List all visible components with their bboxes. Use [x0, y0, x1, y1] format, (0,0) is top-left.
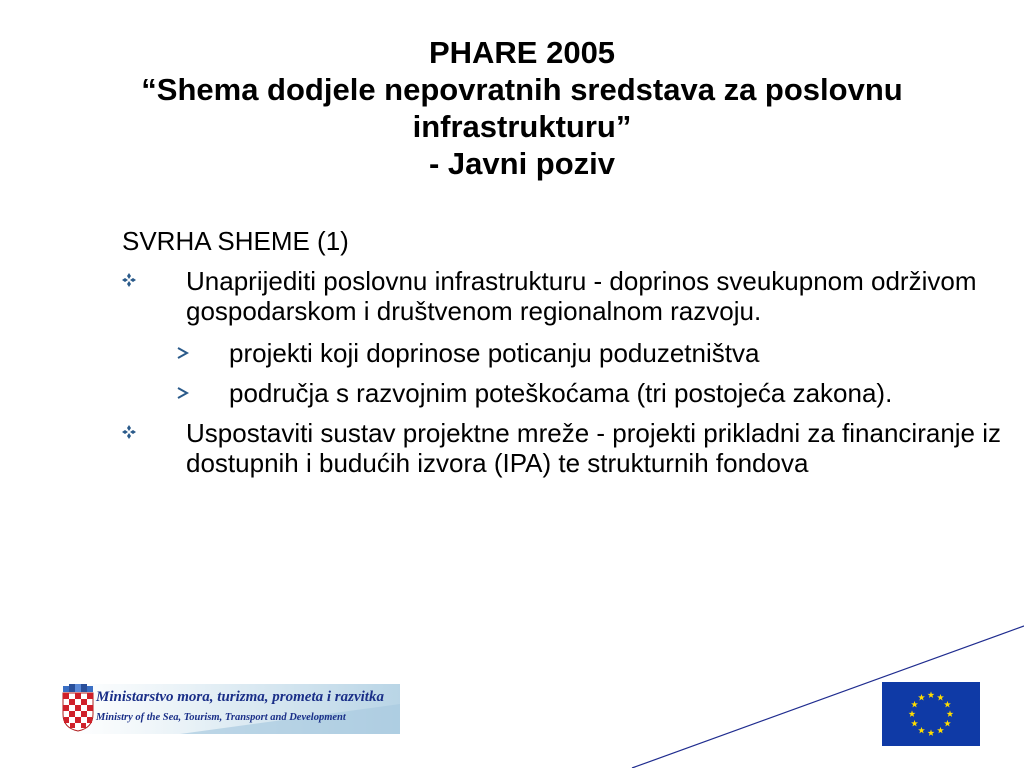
slide-title: [20, 34, 1024, 182]
ministry-name-croatian: Ministarstvo mora, turizma, prometa i razvitka: [96, 689, 384, 705]
diamond-bullet-icon: [122, 425, 136, 439]
croatian-coat-of-arms-icon: [60, 684, 96, 732]
title-line-1: PHARE 2005: [428, 35, 616, 70]
bullet-item-2-text: Uspostaviti sustav projektne mreže - projekti prikladni za financiranje iz dostupnih i budućih izvora (IPA) te strukturnih fondova: [186, 418, 1002, 478]
slide-content: [122, 226, 1002, 490]
title-line-4: - Javni poziv: [428, 146, 616, 181]
title-line-2: “Shema dodjele nepovratnih sredstava za poslovnu: [141, 72, 903, 107]
bullet-item-1: [122, 266, 1002, 326]
arrow-bullet-icon: [177, 347, 189, 359]
section-heading: SVRHA SHEME (1): [122, 226, 349, 256]
sub-bullet-item-1-text: projekti koji doprinose poticanju poduzetništva: [229, 338, 760, 368]
title-line-3: infrastrukturu”: [412, 109, 632, 144]
ministry-name-english: Ministry of the Sea, Tourism, Transport and Development: [96, 712, 346, 723]
eu-flag-icon: [882, 682, 980, 746]
ministry-logo: [60, 684, 400, 734]
bullet-item-1-text: Unaprijediti poslovnu infrastrukturu - doprinos sveukupnom održivom gospodarskom i društvenom regionalnom razvoju.: [186, 266, 977, 326]
diamond-bullet-icon: [122, 273, 136, 287]
arrow-bullet-icon: [177, 387, 189, 399]
sub-bullet-item-2: [122, 378, 1002, 408]
sub-bullet-item-1: [122, 338, 1002, 368]
sub-bullet-item-2-text: područja s razvojnim poteškoćama (tri postojeća zakona).: [229, 378, 893, 408]
bullet-item-2: [122, 418, 1002, 478]
